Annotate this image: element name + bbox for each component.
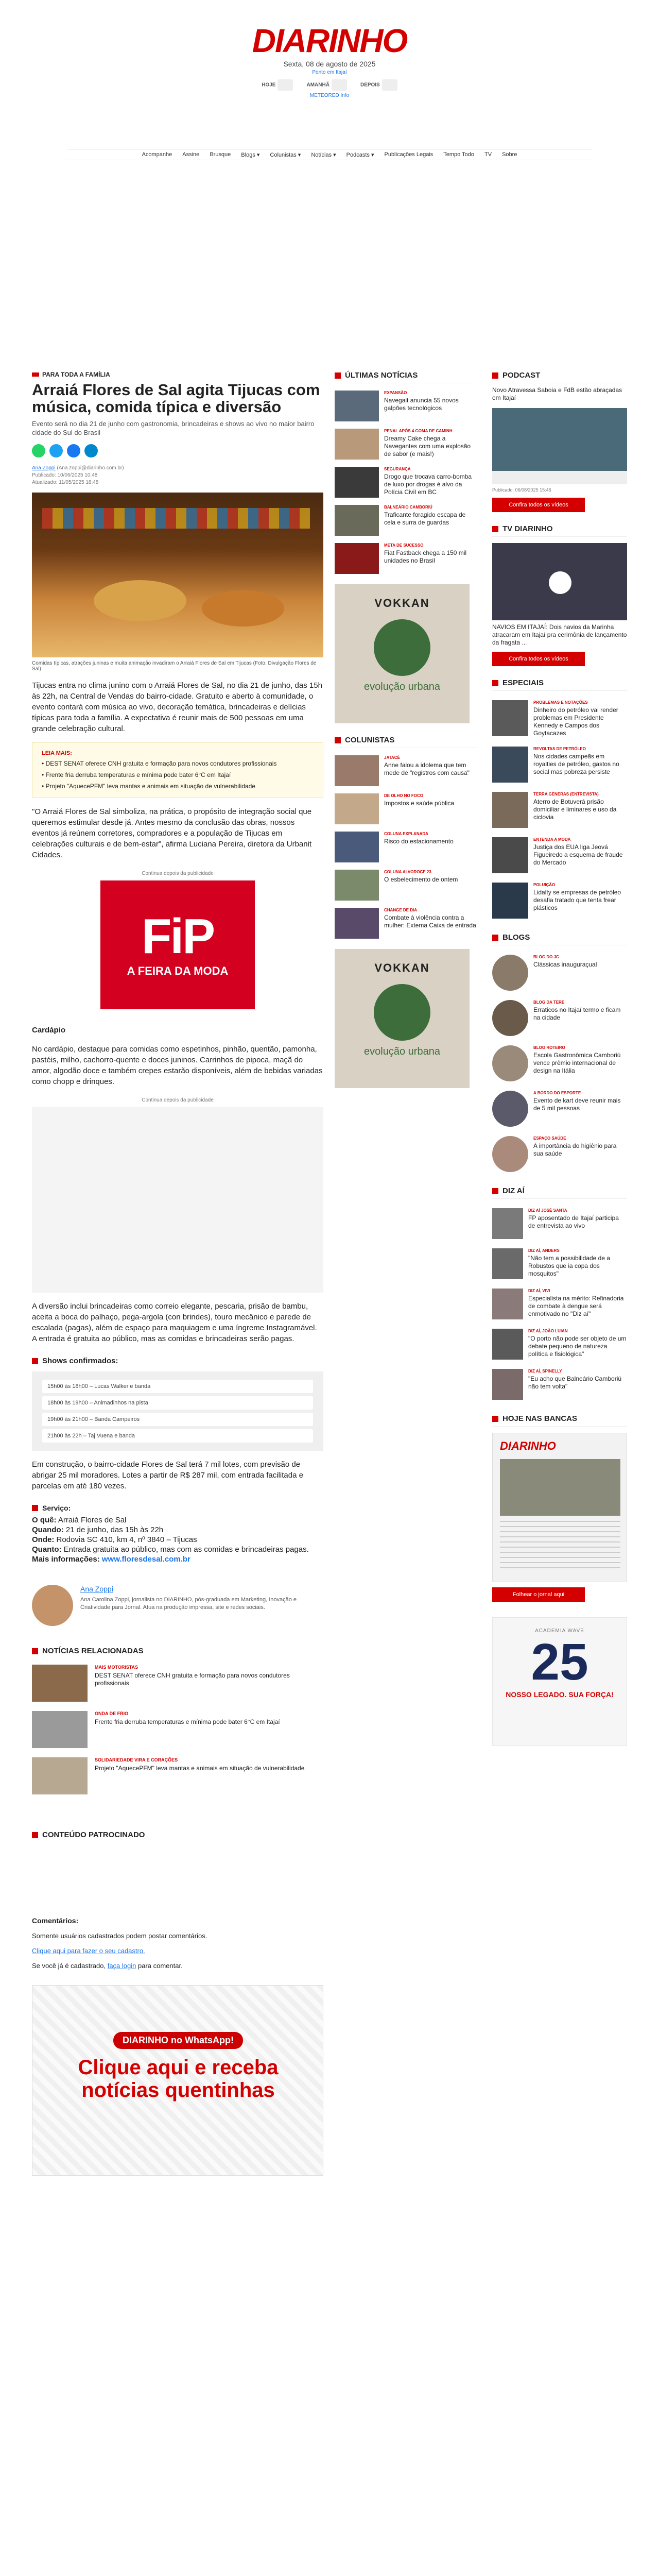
dizai-item[interactable]: DIZ AÍ JOSÉ SANTA FP aposentado de Itajaí participa de entrevista ao vivo	[492, 1208, 627, 1239]
site-header	[0, 0, 659, 106]
paragraph: No cardápio, destaque para comidas como espetinhos, pinhão, quentão, pamonha, pastéis, milho, cachorro-quente e doces juninos. Carrinhos de pipoca, maçã do amor, algodão doce e também crepes estarão disponíveis, além de bebidas variadas como chopp e drinques.	[32, 1045, 323, 1086]
article-meta: Ana Zoppi (Ana.zoppi@diarinho.com.br) Publicado: 10/06/2025 10:48 Atualizado: 11/05/2025 18:48	[32, 465, 323, 486]
news-item[interactable]: META DE SUCESSO Fiat Fastback chega a 150 mil unidades no Brasil	[335, 543, 477, 574]
weather-source-link[interactable]: METEORED Info	[309, 93, 350, 98]
nav-item[interactable]: Sobre	[502, 151, 517, 158]
related-item[interactable]: MAIS MOTORISTAS DEST SENAT oferece CNH gratuita e formação para novos condutores profissionais	[32, 1665, 323, 1702]
hero-image	[32, 493, 323, 657]
telegram-icon[interactable]	[84, 444, 98, 457]
play-icon[interactable]	[549, 571, 571, 594]
newspaper-cover[interactable]: DIARINHO	[492, 1433, 627, 1582]
vokkan-ad[interactable]: VOKKAN evolução urbana	[335, 584, 470, 723]
sponsored-heading: CONTEÚDO PATROCINADO	[32, 1831, 323, 1839]
weather-after: DEPOIS	[360, 79, 397, 91]
read-more-link[interactable]: • Frente fria derruba temperaturas e mínima pode bater 6°C em Itajaí	[42, 771, 231, 778]
show-item: 18h00 às 19h00 – Animadinhos na pista	[42, 1396, 313, 1410]
show-item: 21h00 às 22h – Taj Vuena e banda	[42, 1429, 313, 1443]
special-item[interactable]: ENTENDA A MODA Justiça dos EUA liga Jeová Figueiredo a esquema de fraude do Mercado	[492, 837, 627, 873]
tv-title[interactable]: NAVIOS EM ITAJAÍ: Dois navios da Marinha atracaram em Itajaí pra cerimônia de lançamento da fragata ...	[492, 623, 627, 646]
twitter-icon[interactable]	[49, 444, 63, 457]
nav-item[interactable]: Colunistas ▾	[270, 151, 301, 158]
nav-item[interactable]: Tempo Todo	[443, 151, 475, 158]
author-avatar	[32, 1585, 73, 1626]
comments-note: Somente usuários cadastrados podem postar comentários.	[32, 1932, 207, 1940]
dizai-item[interactable]: DIZ AÍ, ANDERS "Não tem a possibilidade de a Robustos que ia copa dos mosquitos"	[492, 1248, 627, 1279]
blog-item[interactable]: ESPAÇO SAÚDE A importância do higiênio para sua saúde	[492, 1136, 627, 1172]
section-icon	[492, 1416, 498, 1422]
blog-item[interactable]: BLOG DO JC Clássicas inauguraçual	[492, 955, 627, 991]
nav-item[interactable]: Assine	[182, 151, 200, 158]
paragraph: A diversão inclui brincadeiras como correio elegante, pescaria, prisão de bambu, aceita a boca do palhaço, pega-argola (con brindes), touro mecânico e parede de escalada (pagas), além de espaço para maquiagem e uma íngreme Instagramável. A entrada é gratuita ao público, mas as comidas e brincadeiras serão pagas.	[32, 1302, 317, 1343]
special-item[interactable]: POLUIÇÃO Lidalty se empresas de petróleo desafia tratado que tenta frear plásticos	[492, 883, 627, 919]
related-item[interactable]: SOLIDARIEDADE VIRA E CORAÇÕES Projeto "AquecePFM" leva mantas e animais em situação de vulnerabilidade	[32, 1757, 323, 1794]
paragraph: "O Arraiá Flores de Sal simboliza, na prática, o propósito de integração social que queremos estimular desde já. Antes mesmo da conclusão das obras, nossos eventos já reúnem corretores, compradores e a população de Tijucas em celebrações culturais e de bem-estar", afirma Luciana Pereira, diretora da Urbanit Cidades.	[32, 807, 312, 859]
special-item[interactable]: PROBLEMAS E NOTAÇÕES Dinheiro do petróleo vai render problemas em Presidente Kennedy e Campos dos Goytacazes	[492, 700, 627, 737]
comments-section: Comentários: Somente usuários cadastrados podem postar comentários. Clique aqui para fazer o seu cadastro. Se você já é cadastrado, faça login para comentar.	[32, 1917, 323, 1970]
ad-slot: Continua depois da publicidade	[32, 1097, 323, 1293]
section-icon	[335, 372, 341, 379]
published-date: Publicado: 10/06/2025 10:48	[32, 472, 98, 478]
section-icon	[492, 1188, 498, 1194]
nav-item[interactable]: TV	[484, 151, 492, 158]
special-item[interactable]: REVOLTAS DE PETRÓLEO Nos cidades campeãs em royalties de petróleo, gastos no social mas pobreza persiste	[492, 747, 627, 783]
read-more-title: LEIA MAIS:	[42, 750, 72, 756]
ad-slot: Continua depois da publicidade FiP A FEIRA DA MODA	[32, 871, 323, 1009]
academia-wave-ad[interactable]: ACADEMIA WAVE 25 NOSSO LEGADO. SUA FORÇA!	[492, 1617, 627, 1746]
pin-icon	[32, 1505, 38, 1511]
login-link[interactable]: faça login	[107, 1962, 136, 1970]
vokkan-ad[interactable]: VOKKAN evolução urbana	[335, 949, 470, 1088]
weather-today: HOJE	[262, 79, 293, 91]
whatsapp-banner[interactable]: DIARINHO no WhatsApp! Clique aqui e receba notícias quentinhas	[32, 1985, 323, 2176]
dizai-item[interactable]: DIZ AÍ, JOÃO LUIAN "O porto não pode ser objeto de um debate pequeno de natureza política e fisiológica"	[492, 1329, 627, 1360]
nav-item[interactable]: Brusque	[210, 151, 231, 158]
weather-icon	[332, 79, 347, 91]
service-heading: Serviço:	[32, 1504, 323, 1512]
blog-item[interactable]: BLOG ROTEIRO Escola Gastronômica Camboriú vence prêmio internacional de design na Itália	[492, 1045, 627, 1081]
sidebar-latest: ÚLTIMAS NOTÍCIAS EXPANSÃO Navegait anuncia 55 novos galpões tecnológicos PENAL APÓS 4 GOMA DE CAMINH Dreamy Cake chega a Navegantes com uma explosão de sabor (e mais!) SEGURANÇA Drogo que trocava carro-bomba de luxo por drogas é alvo da Polícia Civil em BC BALNEÁRIO CAMBORIÚ Traficante foragido escapa de cela e surra de guardas META DE SUCESSO Fiat Fastback chega a 150 mil unidades no Brasil VOKKAN evolução urbana COLUNISTAS JATACÉ Anne falou a idolema que tem mede de "registros com causa" DE OLHO NO FOCO Impostos e saúde pública COLUNA EXPLANADA Risco do estacionamento COLUNA ALVOROCE 23 O esbelecimento de ontem CHANGE DE DIA Combate à violência contra a mulher: Extema Caixa de entrada VOKKAN evolução urbana	[335, 371, 477, 1088]
news-item[interactable]: BALNEÁRIO CAMBORIÚ Traficante foragido escapa de cela e surra de guardas	[335, 505, 477, 536]
news-item[interactable]: EXPANSÃO Navegait anuncia 55 novos galpões tecnológicos	[335, 391, 477, 421]
kicker-icon	[32, 372, 39, 377]
columnist-item[interactable]: COLUNA ALVOROCE 23 O esbelecimento de ontem	[335, 870, 477, 901]
read-more-link[interactable]: • DEST SENAT oferece CNH gratuita e formação para novos condutores profissionais	[42, 760, 277, 767]
dizai-item[interactable]: DIZ AÍ, VIVI Especialista na mérito: Refinadoria de combate à dengue será enmotivado no "Diz aí"	[492, 1289, 627, 1319]
shows-heading: Shows confirmados:	[32, 1357, 323, 1365]
article-title: Arraiá Flores de Sal agita Tijucas com música, comida típica e diversão	[32, 381, 320, 416]
audio-controls[interactable]	[492, 471, 627, 484]
author-bio: Ana Carolina Zoppi, jornalista no DIARINHO, pós-graduada em Marketing, Inovação e Criatividade para Jornal. Atua na produção impressa, site e redes sociais.	[80, 1597, 297, 1611]
dizai-item[interactable]: DIZ AÍ, SPINELLY "Eu acho que Balneário Camboriú não tem volta"	[492, 1369, 627, 1400]
main-nav	[67, 149, 592, 160]
nav-item[interactable]: Acompanhe	[142, 151, 172, 158]
comments-title: Comentários:	[32, 1917, 79, 1925]
nav-item[interactable]: Blogs ▾	[241, 151, 260, 158]
section-icon	[335, 737, 341, 743]
section-icon	[492, 526, 498, 532]
article-subtitle: Evento será no dia 21 de junho com gastronomia, brincadeiras e shows ao vivo no maior bairro cidade do Sul do Brasil	[32, 420, 315, 436]
cardapio-heading: Cardápio	[32, 1026, 66, 1035]
nav-item[interactable]: Publicações Legais	[384, 151, 433, 158]
updated-date: Atualizado: 11/05/2025 18:48	[32, 480, 99, 485]
share-buttons	[32, 444, 323, 457]
author-link[interactable]: Ana Zoppi	[32, 465, 56, 471]
related-item[interactable]: ONDA DE FRIO Frente fria derruba temperaturas e mínima pode bater 6°C em Itajaí	[32, 1711, 323, 1748]
header-location-link[interactable]: Ponto em Itajaí	[312, 70, 347, 75]
podcast-player[interactable]	[492, 408, 627, 484]
author-box	[32, 1585, 323, 1626]
read-more-link[interactable]: • Projeto "AquecePFM" leva mantas e animais em situação de vulnerabilidade	[42, 783, 255, 790]
nav-item[interactable]: Podcasts ▾	[346, 151, 374, 158]
header-date: Sexta, 08 de agosto de 2025	[283, 60, 376, 68]
weather-icon	[382, 79, 397, 91]
sidebar-right: PODCAST Novo Atravessa Saboia e FdB estão abraçadas em Itajaí Publicado: 06/08/2025 15:46 Confira todos os vídeos TV DIARINHO NAVIOS EM ITAJAÍ: Dois navios da Marinha atracaram em Itajaí pra cerimônia de lançamento da fragata ... Confira todos os vídeos ESPECIAIS PROBLEMAS E NOTAÇÕES Dinheiro do petróleo vai render problemas em Presidente Kennedy e Campos dos Goytacazes REVOLTAS DE PETRÓLEO Nos cidades campeãs em royalties de petróleo, gastos no social mas pobreza persiste TERRA GENERAS (ENTREVISTA) Aterro de Botuverá prisão domiciliar e liminares e uso da ciclovia ENTENDA A MODA Justiça dos EUA liga Jeová Figueiredo a esquema de fraude do Mercado POLUIÇÃO Lidalty se empresas de petróleo desafia tratado que tenta frear plásticos BLOGS BLOG DO JC Clássicas inauguraçual BLOG DA TERE Erraticos no Itajaí termo e ficam na cidade BLOG ROTEIRO Escola Gastronômica Camboriú vence prêmio internacional de design na Itália A BORDO DO ESPORTE Evento de kart deve reunir mais de 5 mil pessoas ESPAÇO SAÚDE A importância do higiênio para sua saúde DIZ AÍ DIZ AÍ JOSÉ SANTA FP aposentado de Itajaí participa de entrevista ao vivo DIZ AÍ, ANDERS "Não tem a possibilidade de a Robustos que ia copa dos mosquitos" DIZ AÍ, VIVI Especialista na mérito: Refinadoria de combate à dengue será enmotivado no "Diz aí" DIZ AÍ, JOÃO LUIAN "O porto não pode ser objeto de um debate pequeno de natureza política e fisiológica" DIZ AÍ, SPINELLY "Eu acho que Balneário Camboriú não tem volta" HOJE NAS BANCAS DIARINHO Folhear o jornal aqui ACADEMIA WAVE 25 NOSSO LEGADO. SUA FORÇA!	[492, 371, 627, 1746]
tv-player[interactable]	[492, 543, 627, 620]
podcast-all-button[interactable]: Confira todos os vídeos	[492, 498, 585, 512]
signup-link[interactable]: Clique aqui para fazer o seu cadastro.	[32, 1947, 145, 1955]
related-thumb	[32, 1711, 88, 1748]
section-icon	[32, 1648, 38, 1654]
shows-list	[32, 1371, 323, 1451]
related-thumb	[32, 1665, 88, 1702]
news-item[interactable]: SEGURANÇA Drogo que trocava carro-bomba de luxo por drogas é alvo da Polícia Civil em BC	[335, 467, 477, 498]
section-icon	[492, 935, 498, 941]
columnist-item[interactable]: JATACÉ Anne falou a idolema que tem mede de "registros com causa"	[335, 755, 477, 786]
columnist-item[interactable]: DE OLHO NO FOCO Impostos e saúde pública	[335, 793, 477, 824]
section-icon	[492, 372, 498, 379]
special-item[interactable]: TERRA GENERAS (ENTREVISTA) Aterro de Botuverá prisão domiciliar e liminares e uso da ciclovia	[492, 792, 627, 828]
news-item[interactable]: PENAL APÓS 4 GOMA DE CAMINH Dreamy Cake chega a Navegantes com uma explosão de sabor (e mais!)	[335, 429, 477, 460]
show-item: 15h00 às 18h00 – Lucas Walker e banda	[42, 1380, 313, 1393]
article	[32, 371, 323, 2176]
paragraph: Em construção, o bairro-cidade Flores de Sal terá 7 mil lotes, com previsão de abrigar 25 mil moradores. Lotes a partir de R$ 287 mil, com entrada facilitada e parcelas em até 180 vezes.	[32, 1460, 303, 1490]
ad-banner-fip[interactable]: FiP A FEIRA DA MODA	[100, 880, 255, 1009]
podcast-title[interactable]: Novo Atravessa Saboia e FdB estão abraçadas em Itajaí	[492, 386, 622, 401]
weather-widget	[0, 79, 659, 91]
tv-all-button[interactable]: Confira todos os vídeos	[492, 652, 585, 666]
facebook-icon[interactable]	[67, 444, 80, 457]
read-newspaper-button[interactable]: Folhear o jornal aqui	[492, 1587, 585, 1602]
show-item: 19h00 às 21h00 – Banda Campeiros	[42, 1413, 313, 1426]
article-kicker: PARA TODA A FAMÍLIA	[32, 371, 323, 378]
music-icon	[32, 1358, 38, 1364]
weather-tomorrow: AMANHÃ	[306, 79, 346, 91]
ad-placeholder[interactable]	[32, 1107, 323, 1293]
columnist-item[interactable]: CHANGE DE DIA Combate à violência contra a mulher: Extema Caixa de entrada	[335, 908, 477, 939]
whatsapp-icon[interactable]	[32, 444, 45, 457]
nav-item[interactable]: Notícias ▾	[311, 151, 336, 158]
service-list: O quê: Arraiá Flores de Sal Quando: 21 de junho, das 15h às 22h Onde: Rodovia SC 410, km 4, nº 3840 – Tijucas Quanto: Entrada gratuita ao público, mas com as comidas e brincadeiras pagas. Mais informações: www.floresdesal.com.br	[32, 1516, 309, 1564]
related-news: NOTÍCIAS RELACIONADAS MAIS MOTORISTAS DEST SENAT oferece CNH gratuita e formação para novos condutores profissionais ONDA DE FRIO Frente fria derruba temperaturas e mínima pode bater 6°C em Itajaí SOLIDARIEDADE VIRA E CORAÇÕES Projeto "AquecePFM" leva mantas e animais em situação de vulnerabilidade	[32, 1647, 323, 1794]
hero-caption: Comidas típicas, atrações juninas e muita animação invadiram o Arraiá Flores de Sal em Tijucas (Foto: Divulgação Flores de Sal)	[32, 660, 317, 672]
section-icon	[32, 1832, 38, 1838]
author-name[interactable]: Ana Zoppi	[80, 1585, 113, 1593]
columnist-item[interactable]: COLUNA EXPLANADA Risco do estacionamento	[335, 832, 477, 862]
blog-item[interactable]: A BORDO DO ESPORTE Evento de kart deve reunir mais de 5 mil pessoas	[492, 1091, 627, 1127]
read-more-box	[32, 742, 323, 798]
site-link[interactable]: www.floresdesal.com.br	[99, 1555, 190, 1564]
related-thumb	[32, 1757, 88, 1794]
weather-icon	[278, 79, 293, 91]
site-logo[interactable]: DIARINHO	[252, 22, 407, 59]
paragraph: Tijucas entra no clima junino com o Arraiá Flores de Sal, no dia 21 de junho, das 15h às 22h, na Central de Vendas do bairro-cidade. Gratuito e aberto à comunidade, o evento contará com música ao vivo, decoração temática, brincadeiras e delícias típicas para toda a família. A expectativa é reunir mais de 500 pessoas em uma grande celebração cultural.	[32, 681, 322, 733]
section-icon	[492, 680, 498, 686]
blog-item[interactable]: BLOG DA TERE Erraticos no Itajaí termo e ficam na cidade	[492, 1000, 627, 1036]
